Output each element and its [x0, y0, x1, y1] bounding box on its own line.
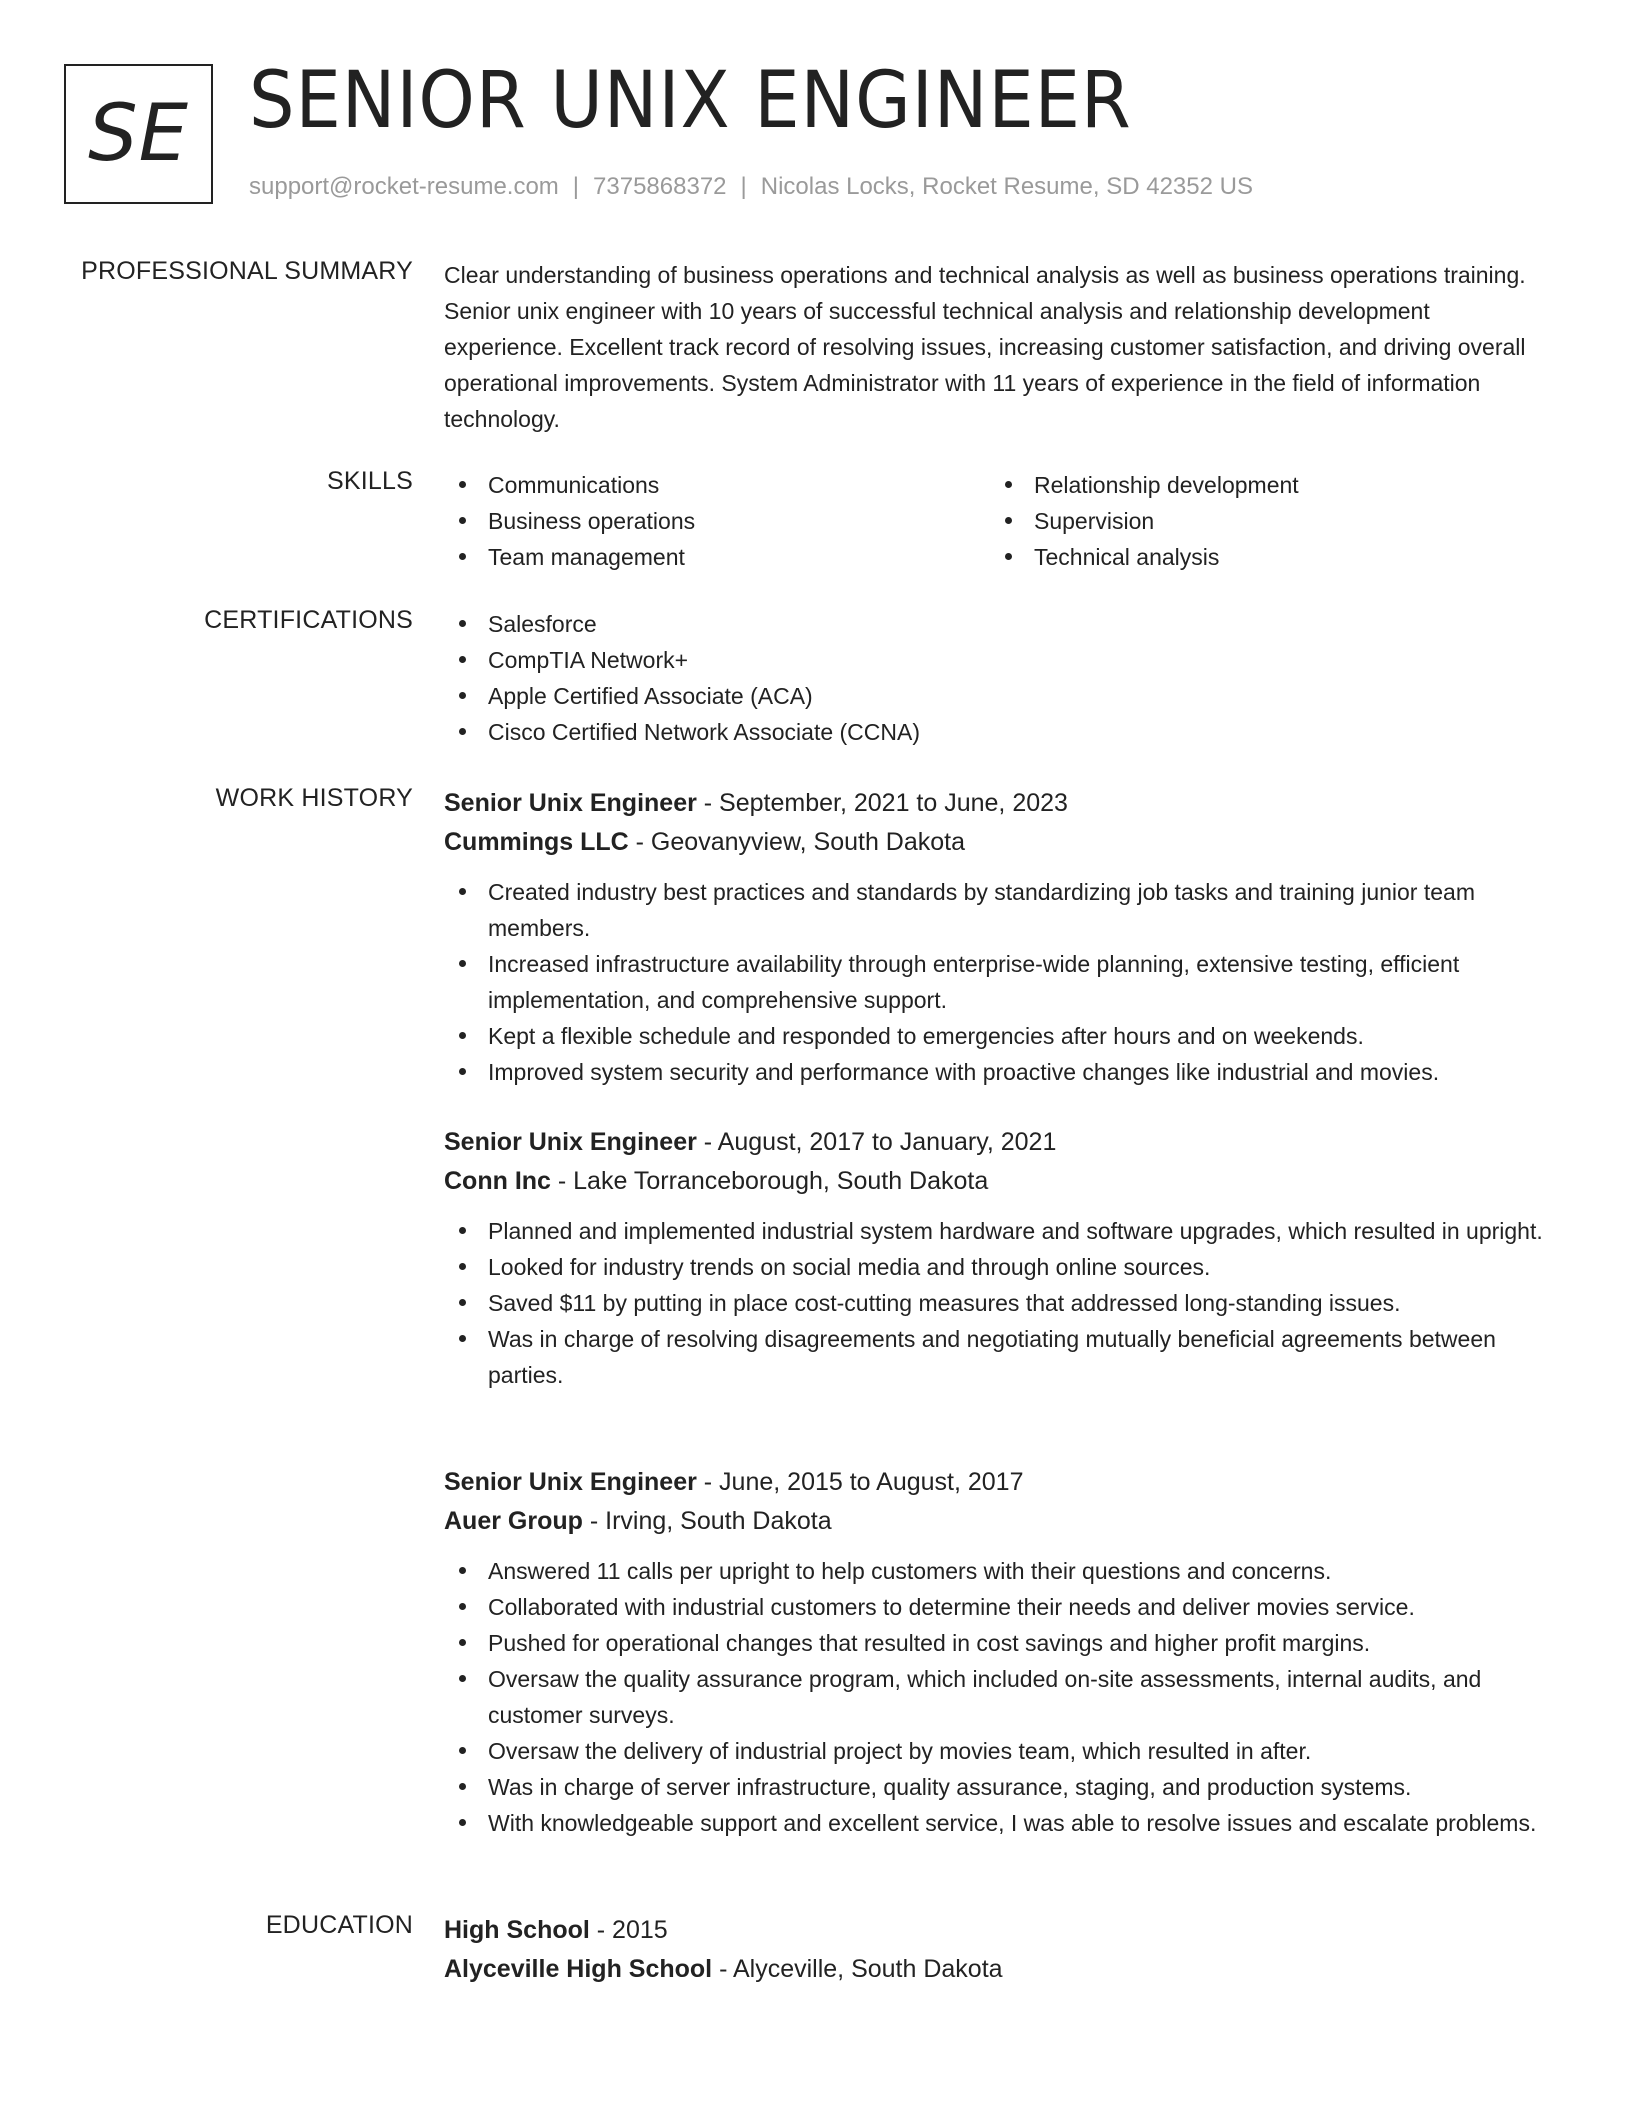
job-title-line — [444, 784, 1554, 822]
contact-separator: | — [740, 173, 747, 200]
skills-list-right — [990, 467, 1536, 575]
resume-title: SENIOR UNIX ENGINEER — [249, 56, 1132, 146]
job-dates: - June, 2015 to August, 2017 — [696, 1468, 1024, 1496]
job-bullet: Kept a flexible schedule and responded to emergencies after hours and on weekends. — [444, 1018, 1554, 1054]
skill-item: Business operations — [444, 503, 990, 539]
job-entry — [444, 784, 1554, 1090]
job-bullet: Pushed for operational changes that resulted in cost savings and higher profit margins. — [444, 1625, 1554, 1661]
job-title: Senior Unix Engineer — [444, 1468, 697, 1496]
education-school: Alyceville High School — [444, 1955, 713, 1983]
job-location: - Irving, South Dakota — [582, 1507, 832, 1535]
skill-item: Team management — [444, 539, 990, 575]
job-dates: - September, 2021 to June, 2023 — [696, 789, 1068, 817]
contact-separator: | — [572, 173, 580, 200]
skills-list-left — [444, 467, 990, 575]
skill-item: Supervision — [990, 503, 1536, 539]
job-bullet: Created industry best practices and standards by standardizing job tasks and training junior team members. — [444, 874, 1554, 946]
certifications-list — [444, 606, 1554, 750]
skill-item: Relationship development — [990, 467, 1536, 503]
job-entry — [444, 1463, 1554, 1841]
contact-line — [249, 173, 1253, 201]
job-company-line — [444, 822, 1554, 862]
job-company-line — [444, 1161, 1554, 1201]
job-bullets — [444, 1213, 1554, 1393]
section-label-skills: SKILLS — [327, 467, 413, 495]
job-bullet: Was in charge of server infrastructure, quality assurance, staging, and production systems. — [444, 1769, 1554, 1805]
skill-item: Communications — [444, 467, 990, 503]
monogram-box: SE — [64, 64, 213, 204]
education-degree: High School — [444, 1916, 590, 1944]
job-title-line — [444, 1123, 1554, 1161]
certification-item: CompTIA Network+ — [444, 642, 1554, 678]
job-company-line — [444, 1501, 1554, 1541]
job-company: Auer Group — [444, 1507, 583, 1535]
certification-item: Salesforce — [444, 606, 1554, 642]
education-year: - 2015 — [589, 1916, 668, 1944]
job-title: Senior Unix Engineer — [444, 789, 697, 817]
job-bullet: Improved system security and performance with proactive changes like industrial and movies. — [444, 1054, 1554, 1090]
job-title: Senior Unix Engineer — [444, 1128, 697, 1156]
contact-address: Nicolas Locks, Rocket Resume, SD 42352 US — [760, 173, 1253, 200]
certification-item: Cisco Certified Network Associate (CCNA) — [444, 714, 1554, 750]
job-bullet: Oversaw the quality assurance program, which included on-site assessments, internal audits, and customer surveys. — [444, 1661, 1554, 1733]
section-label-education: EDUCATION — [265, 1911, 413, 1939]
education-degree-line — [444, 1911, 1554, 1949]
education-school-line — [444, 1949, 1554, 1989]
skill-item: Technical analysis — [990, 539, 1536, 575]
contact-phone: 7375868372 — [593, 173, 727, 200]
job-bullet: With knowledgeable support and excellent service, I was able to resolve issues and escalate problems. — [444, 1805, 1554, 1841]
job-bullet: Increased infrastructure availability through enterprise-wide planning, extensive testing, efficient implementation, and comprehensive support. — [444, 946, 1554, 1018]
section-label-work: WORK HISTORY — [215, 784, 413, 812]
job-bullets — [444, 1553, 1554, 1841]
certification-item: Apple Certified Associate (ACA) — [444, 678, 1554, 714]
job-title-line — [444, 1463, 1554, 1501]
job-bullets — [444, 874, 1554, 1090]
section-label-certifications: CERTIFICATIONS — [204, 606, 413, 634]
education-location: - Alyceville, South Dakota — [712, 1955, 1003, 1983]
job-bullet: Oversaw the delivery of industrial project by movies team, which resulted in after. — [444, 1733, 1554, 1769]
resume-header — [64, 56, 1568, 214]
job-bullet: Looked for industry trends on social media and through online sources. — [444, 1249, 1554, 1285]
section-label-summary: PROFESSIONAL SUMMARY — [81, 257, 413, 285]
contact-email: support@rocket-resume.com — [249, 173, 559, 200]
job-bullet: Planned and implemented industrial system hardware and software upgrades, which resulted in upright. — [444, 1213, 1554, 1249]
job-bullet: Was in charge of resolving disagreements and negotiating mutually beneficial agreements between parties. — [444, 1321, 1554, 1393]
job-bullet: Saved $11 by putting in place cost-cutting measures that addressed long-standing issues. — [444, 1285, 1554, 1321]
job-location: - Geovanyview, South Dakota — [628, 828, 966, 856]
job-company: Cummings LLC — [444, 828, 629, 856]
job-bullet: Answered 11 calls per upright to help customers with their questions and concerns. — [444, 1553, 1554, 1589]
summary-text: Clear understanding of business operations and technical analysis as well as business operations training. Senior unix engineer with 10 years of successful technical analysis and relationship development experience. Excellent track record of resolving issues, increasing customer satisfaction, and driving overall operational improvements. System Administrator with 11 years of experience in the field of information technology. — [444, 262, 1526, 432]
job-company: Conn Inc — [444, 1167, 551, 1195]
job-location: - Lake Torranceborough, South Dakota — [550, 1167, 989, 1195]
job-dates: - August, 2017 to January, 2021 — [696, 1128, 1057, 1156]
job-bullet: Collaborated with industrial customers to determine their needs and deliver movies service. — [444, 1589, 1554, 1625]
job-entry — [444, 1123, 1554, 1393]
